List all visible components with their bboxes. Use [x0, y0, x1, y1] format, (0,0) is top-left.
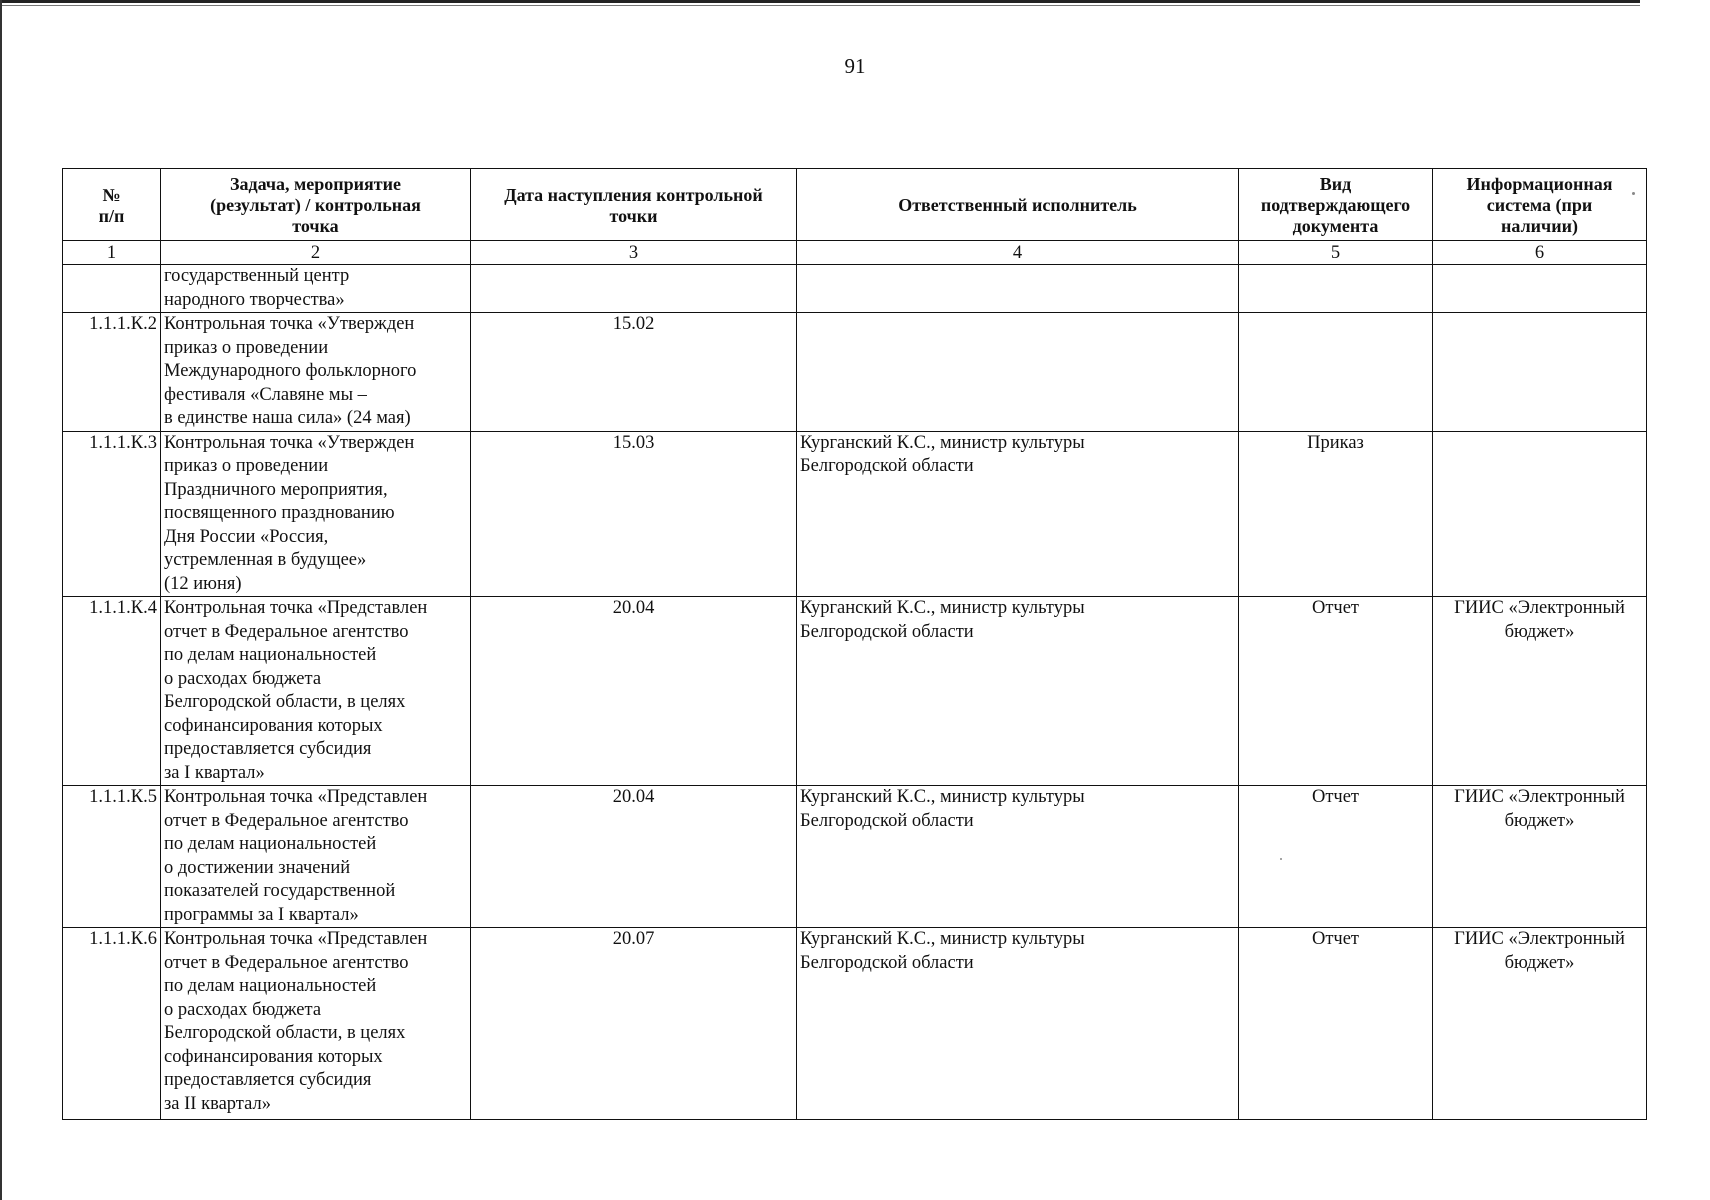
- header-system: [1433, 169, 1647, 241]
- header-line: точка: [292, 216, 339, 236]
- task-cell-line: по делам национальностей: [164, 645, 377, 665]
- table-row: [63, 597, 1647, 786]
- scan-top-border: [0, 0, 1640, 3]
- header-responsible: [797, 169, 1239, 241]
- header-document: [1239, 169, 1433, 241]
- system-cell-line: бюджет»: [1504, 621, 1575, 642]
- responsible-cell-line: Белгородской области: [800, 810, 974, 831]
- system-cell-line: ГИИС «Электронный: [1454, 787, 1625, 807]
- header-line: документа: [1292, 216, 1379, 236]
- row-number: 1.1.1.К.5: [63, 786, 161, 928]
- scan-left-border: [0, 0, 2, 1200]
- responsible-cell: [797, 597, 1239, 786]
- document-cell: Отчет: [1239, 597, 1433, 786]
- system-cell: [1433, 313, 1647, 432]
- control-points-table: [62, 168, 1647, 1120]
- table-body: [63, 265, 1647, 1120]
- task-cell-line: государственный центр: [164, 266, 350, 286]
- system-cell-line: бюджет»: [1504, 952, 1575, 973]
- task-cell-line: Праздничного мероприятия,: [164, 479, 388, 500]
- task-cell: [161, 431, 471, 597]
- header-line: Задача, мероприятие: [230, 174, 401, 194]
- responsible-cell: [797, 928, 1239, 1120]
- task-cell-line: за I квартал»: [164, 762, 265, 783]
- header-line: Дата наступления контрольной: [504, 184, 763, 205]
- page-number: 91: [844, 54, 866, 78]
- column-number: 2: [161, 241, 471, 265]
- responsible-cell: [797, 265, 1239, 313]
- row-number: 1.1.1.К.2: [63, 313, 161, 432]
- scan-top-border-thin: [0, 5, 1640, 6]
- column-number: 5: [1239, 241, 1433, 265]
- system-cell: [1433, 431, 1647, 597]
- task-cell-line: устремленная в будущее»: [164, 550, 367, 570]
- responsible-cell: [797, 431, 1239, 597]
- task-cell-line: (12 июня): [164, 573, 242, 594]
- task-cell-line: отчет в Федеральное агентство: [164, 810, 409, 831]
- responsible-cell-line: Курганский К.С., министр культуры: [800, 787, 1085, 807]
- task-cell-line: софинансирования которых: [164, 1046, 383, 1067]
- task-cell-line: Контрольная точка «Утвержден: [164, 314, 415, 334]
- header-line: п/п: [98, 205, 125, 226]
- task-cell-line: отчет в Федеральное агентство: [164, 952, 409, 973]
- system-cell: [1433, 265, 1647, 313]
- column-number: 4: [797, 241, 1239, 265]
- date-cell: 20.04: [471, 786, 797, 928]
- header-task: [161, 169, 471, 241]
- table-row: [63, 431, 1647, 597]
- header-line: наличии): [1501, 216, 1578, 236]
- system-cell: [1433, 928, 1647, 1120]
- document-cell: [1239, 313, 1433, 432]
- document-cell: Отчет: [1239, 786, 1433, 928]
- task-cell-line: в единстве наша сила» (24 мая): [164, 408, 411, 428]
- header-line: система (при: [1486, 195, 1593, 215]
- header-line: Вид: [1319, 174, 1352, 194]
- task-cell-line: Дня России «Россия,: [164, 526, 329, 547]
- scan-speck: [1280, 858, 1282, 860]
- task-cell-line: Белгородской области, в целях: [164, 692, 406, 712]
- task-cell-line: посвященного празднованию: [164, 503, 395, 523]
- document-cell: [1239, 265, 1433, 313]
- task-cell-line: Контрольная точка «Представлен: [164, 598, 428, 618]
- column-number: 6: [1433, 241, 1647, 265]
- system-cell-line: ГИИС «Электронный: [1454, 598, 1625, 618]
- task-cell: [161, 928, 471, 1120]
- task-cell: [161, 265, 471, 313]
- task-cell-line: показателей государственной: [164, 881, 396, 901]
- responsible-cell: [797, 786, 1239, 928]
- system-cell: [1433, 786, 1647, 928]
- task-cell-line: приказ о проведении: [164, 456, 329, 476]
- responsible-cell-line: Белгородской области: [800, 456, 974, 476]
- responsible-cell-line: Курганский К.С., министр культуры: [800, 598, 1085, 618]
- task-cell-line: о расходах бюджета: [164, 999, 322, 1020]
- responsible-cell-line: Белгородской области: [800, 621, 974, 642]
- header-line: подтверждающего: [1260, 195, 1411, 215]
- task-cell-line: предоставляется субсидия: [164, 739, 372, 759]
- header-line: (результат) / контрольная: [210, 195, 421, 215]
- task-cell-line: Контрольная точка «Представлен: [164, 929, 428, 949]
- header-number: [63, 169, 161, 241]
- date-cell: 20.04: [471, 597, 797, 786]
- task-cell-line: программы за I квартал»: [164, 904, 359, 925]
- header-line: точки: [609, 205, 658, 226]
- task-cell-line: о расходах бюджета: [164, 668, 322, 689]
- header-line: Ответственный исполнитель: [898, 195, 1137, 215]
- task-cell-line: за II квартал»: [164, 1093, 271, 1114]
- document-cell: Приказ: [1239, 431, 1433, 597]
- responsible-cell: [797, 313, 1239, 432]
- task-cell-line: народного творчества»: [164, 289, 345, 310]
- responsible-cell-line: Курганский К.С., министр культуры: [800, 929, 1085, 949]
- task-cell-line: по делам национальностей: [164, 976, 377, 996]
- scan-speck: [1632, 192, 1635, 195]
- task-cell-line: Контрольная точка «Утвержден: [164, 432, 415, 453]
- column-number: 3: [471, 241, 797, 265]
- task-cell-line: отчет в Федеральное агентство: [164, 621, 409, 642]
- column-number-row: [63, 241, 1647, 265]
- task-cell-line: предоставляется субсидия: [164, 1070, 372, 1090]
- row-number: 1.1.1.К.4: [63, 597, 161, 786]
- task-cell-line: приказ о проведении: [164, 337, 329, 358]
- task-cell-line: фестиваля «Славяне мы –: [164, 384, 367, 405]
- table-header-row: [63, 169, 1647, 241]
- system-cell: [1433, 597, 1647, 786]
- responsible-cell-line: Курганский К.С., министр культуры: [800, 432, 1085, 453]
- date-cell: 15.02: [471, 313, 797, 432]
- date-cell: 15.03: [471, 431, 797, 597]
- responsible-cell-line: Белгородской области: [800, 952, 974, 973]
- task-cell-line: о достижении значений: [164, 857, 351, 878]
- date-cell: [471, 265, 797, 313]
- header-date: [471, 169, 797, 241]
- table-row: [63, 786, 1647, 928]
- row-number: 1.1.1.К.6: [63, 928, 161, 1120]
- row-number: 1.1.1.К.3: [63, 431, 161, 597]
- header-line: Информационная: [1466, 174, 1613, 194]
- task-cell-line: Международного фольклорного: [164, 361, 417, 381]
- table-row: [63, 265, 1647, 313]
- row-number: [63, 265, 161, 313]
- header-line: №: [102, 184, 121, 205]
- task-cell-line: Белгородской области, в целях: [164, 1023, 406, 1043]
- task-cell: [161, 313, 471, 432]
- task-cell-line: софинансирования которых: [164, 715, 383, 736]
- table-row: [63, 313, 1647, 432]
- column-number: 1: [63, 241, 161, 265]
- task-cell: [161, 597, 471, 786]
- date-cell: 20.07: [471, 928, 797, 1120]
- task-cell-line: по делам национальностей: [164, 834, 377, 854]
- system-cell-line: бюджет»: [1504, 810, 1575, 831]
- task-cell: [161, 786, 471, 928]
- system-cell-line: ГИИС «Электронный: [1454, 929, 1625, 949]
- table-row: [63, 928, 1647, 1120]
- document-cell: Отчет: [1239, 928, 1433, 1120]
- task-cell-line: Контрольная точка «Представлен: [164, 787, 428, 807]
